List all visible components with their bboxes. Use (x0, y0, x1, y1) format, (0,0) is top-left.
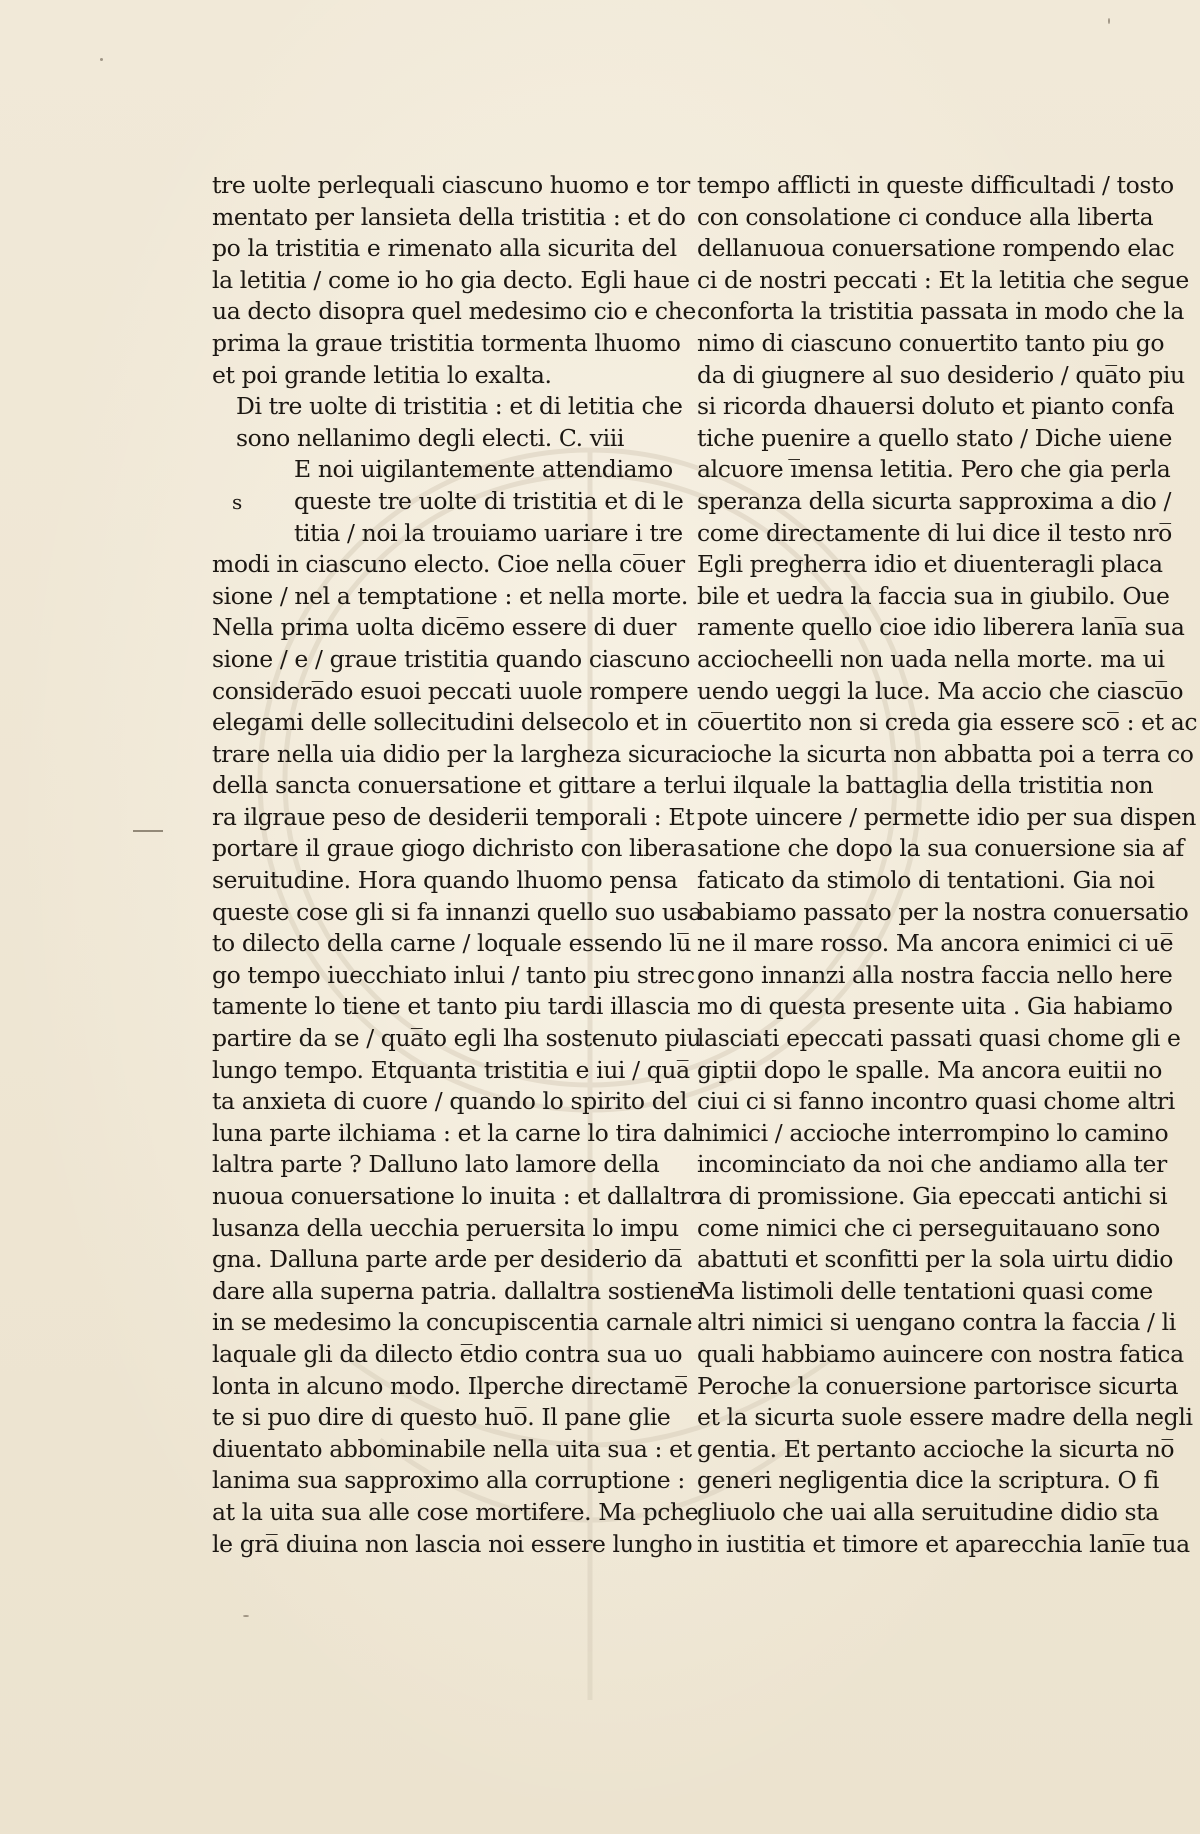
text-line: seruitudine. Hora quando lhuomo pensa (212, 866, 678, 895)
text-line: Egli pregherra idio et diuenteragli placa (697, 550, 1163, 579)
text-line: conforta la tristitia passata in modo che la (697, 297, 1185, 326)
text-line: gono innanzi alla nostra faccia nello here (697, 960, 1173, 989)
text-line: lanima sua sapproximo alla corruptione : (212, 1466, 685, 1495)
text-line: lasciati epeccati passati quasi chome gli e (697, 1024, 1181, 1053)
text-line: speranza della sicurta sapproxima a dio / (697, 486, 1171, 515)
text-line: ra di promissione. Gia epeccati antichi si (697, 1182, 1168, 1210)
text-line: si ricorda dhauersi doluto et pianto confa (697, 392, 1175, 421)
text-line: diuentato abbominabile nella uita sua : et (212, 1434, 692, 1463)
text-line: elegami delle sollecitudini delsecolo et in (212, 708, 688, 737)
text-line: nuoua conuersatione lo inuita : et dallaltro (212, 1182, 704, 1210)
margin-pen-stroke (133, 830, 163, 832)
text-line: laltra parte ? Dalluno lato lamore della (212, 1150, 660, 1179)
text-line: ua decto disopra quel medesimo cio e che (212, 297, 696, 326)
text-line: to dilecto della carne / loquale essendo lu̅ (212, 929, 691, 958)
text-line: laquale gli da dilecto e̅tdio contra sua uo (212, 1339, 683, 1368)
text-line: titia / noi la trouiamo uariare i tre (294, 518, 683, 547)
text-line: tiche puenire a quello stato / Diche uiene (697, 423, 1172, 452)
text-line: portare il graue giogo dichristo con libera (212, 834, 696, 863)
text-line: la letitia / come io ho gia decto. Egli haue (212, 265, 690, 294)
text-line: ramente quello cioe idio liberera lani̅a sua (697, 613, 1185, 642)
text-line: acciocheelli non uada nella morte. ma ui (697, 644, 1165, 673)
text-line: come directamente di lui dice il testo nro̅ (697, 518, 1172, 547)
text-line: tamente lo tiene et tanto piu tardi illascia (212, 992, 691, 1021)
text-line: considera̅do esuoi peccati uuole rompere (212, 676, 689, 705)
text-line: pote uincere / permette idio per sua dispen (697, 802, 1197, 831)
left-text-column (212, 170, 704, 1560)
text-line: satione che dopo la sua conuersione sia af (697, 834, 1184, 863)
text-line: incominciato da noi che andiamo alla ter (697, 1150, 1167, 1179)
text-line: quali habbiamo auincere con nostra fatica (697, 1339, 1184, 1368)
text-line: ra ilgraue peso de desiderii temporali : Et (212, 802, 695, 831)
text-line: lusanza della uecchia peruersita lo impu (212, 1213, 679, 1242)
text-line: faticato da stimolo di tentationi. Gia noi (697, 866, 1155, 895)
text-line: della sancta conuersatione et gittare a ter (212, 771, 697, 800)
text-line: et la sicurta suole essere madre della negli (697, 1403, 1193, 1432)
text-line: queste cose gli si fa innanzi quello suo usa (212, 897, 702, 926)
text-line: po la tristitia e rimenato alla sicurita del (212, 234, 677, 263)
text-line: alcuore i̅mensa letitia. Pero che gia perla (697, 455, 1171, 484)
text-line: ta anxieta di cuore / quando lo spirito del (212, 1087, 687, 1116)
text-line: ci de nostri peccati : Et la letitia che segue (697, 265, 1189, 294)
text-line: nimo di ciascuno conuertito tanto piu go (697, 328, 1165, 357)
text-line: tempo afflicti in queste difficultadi / tosto (697, 171, 1174, 199)
text-line: come nimici che ci perseguitauano sono (697, 1213, 1160, 1242)
text-line: Nella prima uolta dice̅mo essere di duer (212, 613, 677, 642)
chapter-heading-line: sono nellanimo degli electi. C. viii (236, 423, 624, 452)
text-line: lungo tempo. Etquanta tristitia e iui / qua̅ (212, 1055, 690, 1084)
text-line: in se medesimo la concupiscentia carnale (212, 1308, 693, 1337)
text-line: sione / nel a temptatione : et nella morte. (212, 581, 688, 610)
text-line: uendo ueggi la luce. Ma accio che ciascu̅o (697, 676, 1184, 705)
text-line: dellanuoua conuersatione rompendo elac (697, 234, 1175, 263)
text-line: nimici / accioche interrompino lo camino (697, 1118, 1169, 1147)
text-line: gliuolo che uai alla seruitudine didio sta (697, 1497, 1159, 1526)
text-line: lui ilquale la battaglia della tristitia non (697, 771, 1154, 800)
text-line: con consolatione ci conduce alla liberta (697, 202, 1154, 231)
text-line: trare nella uia didio per la largheza sicura (212, 739, 699, 768)
text-line: da di giugnere al suo desiderio / qua̅to piu (697, 360, 1185, 389)
text-line: luna parte ilchiama : et la carne lo tira dal (212, 1118, 699, 1147)
text-line: ciui ci si fanno incontro quasi chome altri (697, 1087, 1175, 1116)
text-line: go tempo iuecchiato inlui / tanto piu strec (212, 960, 695, 989)
text-line: le gra̅ diuina non lascia noi essere lungho (212, 1529, 693, 1558)
text-line: sione / e / graue tristitia quando ciascuno (212, 644, 690, 673)
text-line: dare alla superna patria. dallaltra sostiene (212, 1276, 703, 1305)
right-text-column (697, 170, 1197, 1560)
paper-speck (100, 58, 103, 61)
text-line: prima la graue tristitia tormenta lhuomo (212, 328, 681, 357)
text-line: giptii dopo le spalle. Ma ancora euitii no (697, 1055, 1162, 1084)
text-line: partire da se / qua̅to egli lha sostenuto piu (212, 1024, 702, 1053)
paper-speck (243, 1615, 249, 1617)
text-line: ne il mare rosso. Ma ancora enimici ci ue̅ (697, 929, 1174, 958)
text-line: Ma listimoli delle tentationi quasi come (697, 1276, 1153, 1305)
text-line: te si puo dire di questo huo̅. Il pane glie (212, 1403, 671, 1432)
text-line: cioche la sicurta non abbatta poi a terra co (697, 739, 1194, 768)
text-line: modi in ciascuno electo. Cioe nella co̅uer (212, 550, 685, 579)
text-line: abattuti et sconfitti per la sola uirtu didio (697, 1245, 1173, 1274)
text-line: gna. Dalluna parte arde per desiderio da̅ (212, 1245, 683, 1274)
text-line: bile et uedra la faccia sua in giubilo. Oue (697, 581, 1170, 610)
text-line: mentato per lansieta della tristitia : et do (212, 202, 686, 231)
text-line: et poi grande letitia lo exalta. (212, 360, 552, 389)
text-line: Peroche la conuersione partorisce sicurta (697, 1371, 1179, 1400)
text-line: mo di questa presente uita . Gia habiamo (697, 992, 1173, 1021)
text-line: queste tre uolte di tristitia et di le (294, 486, 684, 515)
marginal-letter: s (232, 490, 243, 514)
text-line: generi negligentia dice la scriptura. O fi (697, 1466, 1159, 1495)
text-line: babiamo passato per la nostra conuersatio (697, 897, 1189, 926)
text-line: gentia. Et pertanto accioche la sicurta no̅ (697, 1434, 1175, 1463)
text-line: co̅uertito non si creda gia essere sco̅ : et ac (697, 708, 1198, 737)
text-line: E noi uigilantemente attendiamo (294, 455, 673, 484)
text-line: at la uita sua alle cose mortifere. Ma pche (212, 1497, 699, 1526)
paper-speck (1108, 18, 1110, 24)
text-line: in iustitia et timore et aparecchia lani̅e tua (697, 1529, 1190, 1558)
text-line: altri nimici si uengano contra la faccia / li (697, 1308, 1176, 1337)
chapter-heading-line: Di tre uolte di tristitia : et di letitia che (236, 392, 683, 421)
text-line: tre uolte perlequali ciascuno huomo e tor (212, 171, 690, 199)
text-line: lonta in alcuno modo. Ilperche directame̅ (212, 1371, 688, 1400)
